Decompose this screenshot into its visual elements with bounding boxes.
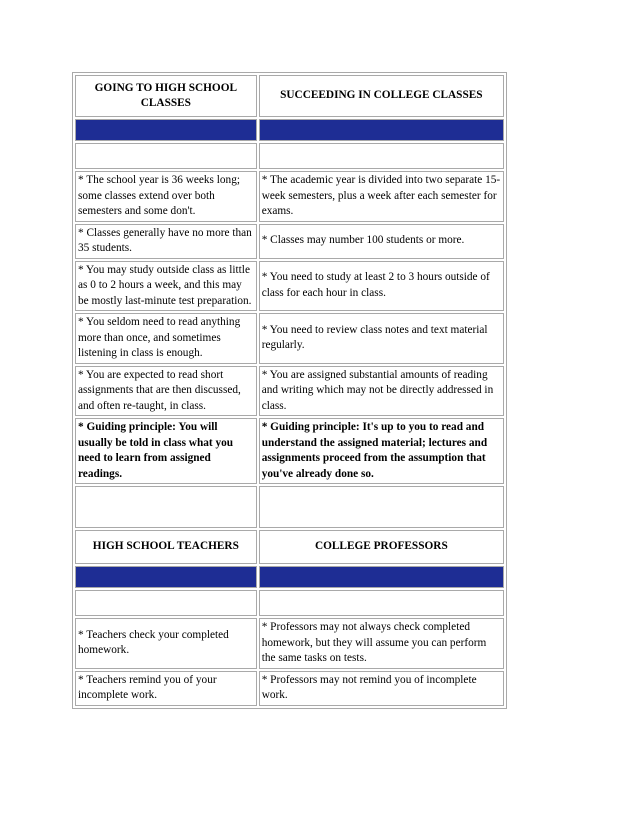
blue-bar-cell-right [259,566,504,588]
row-cell-right: * You are assigned substantial amounts of reading and writing which may not be directly addressed in class. [259,366,504,417]
table-row [75,618,504,669]
section1-header-row [75,75,504,117]
blank-cell-left [75,590,257,616]
blue-bar-cell-right [259,119,504,141]
section2-header-right: COLLEGE PROFESSORS [259,530,504,564]
blue-bar-cell-left [75,566,257,588]
table-row [75,224,504,259]
blank-cell-right [259,590,504,616]
section2-header-left: HIGH SCHOOL TEACHERS [75,530,257,564]
row-cell-right: * The academic year is divided into two separate 15-week semesters, plus a week after each semester for exams. [259,171,504,222]
guiding-principle-left: * Guiding principle: You will usually be told in class what you need to learn from assigned readings. [75,418,257,484]
row-cell-left: * You may study outside class as little as 0 to 2 hours a week, and this may be mostly last-minute test preparation. [75,261,257,312]
row-cell-left: * Classes generally have no more than 35 students. [75,224,257,259]
comparison-table [72,72,507,709]
guiding-principle-right: * Guiding principle: It's up to you to read and understand the assigned material; lectures and assignments proceed from the assumption that you've already done so. [259,418,504,484]
section-spacer-row [75,486,504,528]
section2-blue-bar [75,566,504,588]
row-cell-right: * Classes may number 100 students or more. [259,224,504,259]
row-cell-right: * Professors may not remind you of incomplete work. [259,671,504,706]
section2-header-row [75,530,504,564]
row-cell-left: * Teachers check your completed homework. [75,618,257,669]
section1-blue-bar [75,119,504,141]
guiding-principle-row [75,418,504,484]
section2-blank-row [75,590,504,616]
table-row [75,313,504,364]
row-cell-right: * Professors may not always check completed homework, but they will assume you can perform the same tasks on tests. [259,618,504,669]
blank-cell-left [75,143,257,169]
blank-cell-right [259,486,504,528]
table-row [75,671,504,706]
blue-bar-cell-left [75,119,257,141]
table-row [75,261,504,312]
row-cell-left: * The school year is 36 weeks long; some classes extend over both semesters and some don't. [75,171,257,222]
row-cell-right: * You need to review class notes and text material regularly. [259,313,504,364]
row-cell-right: * You need to study at least 2 to 3 hours outside of class for each hour in class. [259,261,504,312]
blank-cell-right [259,143,504,169]
section1-header-left: GOING TO HIGH SCHOOL CLASSES [75,75,257,117]
table-row [75,366,504,417]
row-cell-left: * You seldom need to read anything more than once, and sometimes listening in class is enough. [75,313,257,364]
section1-blank-row [75,143,504,169]
row-cell-left: * You are expected to read short assignments that are then discussed, and often re-taught, in class. [75,366,257,417]
section1-header-right: SUCCEEDING IN COLLEGE CLASSES [259,75,504,117]
blank-cell-left [75,486,257,528]
row-cell-left: * Teachers remind you of your incomplete work. [75,671,257,706]
table-row [75,171,504,222]
